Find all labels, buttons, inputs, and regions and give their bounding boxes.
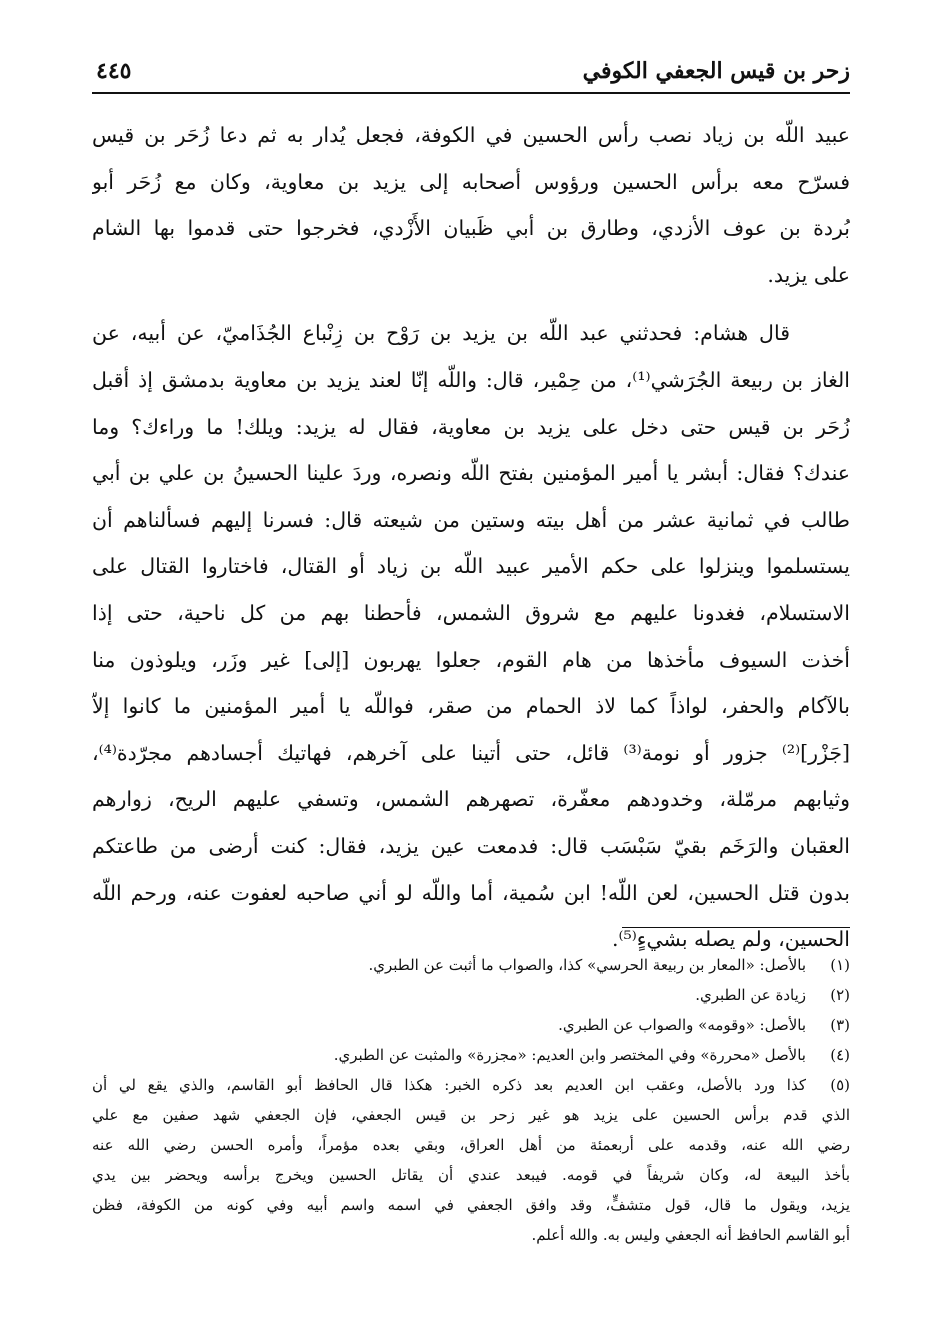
- text-line: أخذت السيوف مأخذها من هام القوم، جعلوا يهربون [إلى] غير وزَر، ويلوذون منا: [92, 647, 850, 672]
- text-line: فسرّح معه برأس الحسين ورؤوس أصحابه إلى يزيد بن معاوية، وكان مع زُحَر أبو: [92, 169, 850, 194]
- text-line: على يزيد.: [767, 262, 850, 287]
- text-line: عندك؟ فقال: أبشر يا أمير المؤمنين بفتح اللّه ونصره، وردَ علينا الحسينُ بن علي بن أبي: [92, 461, 850, 486]
- footnote-text: بالأصل «محررة» وفي المختصر وابن العديم: «مجزرة» والمثبت عن الطبري.: [333, 1046, 806, 1064]
- text-line: الغاز بن ربيعة الجُرَشي⁽¹⁾، من حِمْير، قال: واللّه إنّا لعند يزيد بن معاوية بدمشق إذ أقبل: [92, 367, 850, 392]
- text-line: [جَزْر]⁽²⁾ جزور أو نومة⁽³⁾ قائل، حتى أتينا على آخرهم، فهاتيك أجسادهم مجرّدة⁽⁴⁾،: [92, 740, 850, 765]
- text-line: الحسين، ولم يصله بشيءٍ⁽⁵⁾.: [611, 927, 850, 952]
- text-line: قال هشام: فحدثني عبد اللّه بن يزيد بن رَوْح بن زِنْباع الجُذَاميّ، عن أبيه، عن: [92, 321, 790, 346]
- footnote-number: (٢): [830, 986, 850, 1004]
- footnote-separator: [622, 927, 850, 928]
- header-rule: [92, 92, 850, 94]
- text-line: العقبان والرَخَم بقيّ سَبْسَب قال: فدمعت عين يزيد، فقال: كنت أرضى من طاعتكم: [92, 833, 850, 858]
- footnote-text: بالأصل: «المعار بن ربيعة الحرسي» كذا، والصواب ما أثبت عن الطبري.: [368, 956, 806, 974]
- text-line: زُحَر بن قيس حتى دخل على يزيد بن معاوية، فقال له يزيد: ويلك! ما وراءك؟ وما: [92, 414, 850, 439]
- text-line: يستسلموا وينزلوا على حكم الأمير عبيد اللّه بن زياد أو القتال، فاختاروا القتال على: [92, 554, 850, 579]
- footnote-text-line: أبو القاسم الحافظ أنه الجعفي وليس به. والله أعلم.: [531, 1226, 850, 1244]
- footnote-5: [92, 1070, 850, 1100]
- text-line: الاستسلام، فغدونا عليهم مع شروق الشمس، فأحطنا بهم من كل ناحية، حتى إذا: [92, 600, 850, 625]
- footnote-text: زيادة عن الطبري.: [695, 986, 806, 1004]
- footnote-text: بالأصل: «وقومه» والصواب عن الطبري.: [558, 1016, 806, 1034]
- main-text: [92, 112, 850, 963]
- text-line: بُردة بن عوف الأزدي، وطارق بن أبي ظَبيان الأَزْدي، فخرجوا حتى قدموا بها الشام: [92, 216, 850, 241]
- text-line: وثيابهم مرمّلة، وخدودهم معفّرة، تصهرهم الشمس، وتسفي عليهم الريح، زوارهم: [92, 787, 850, 812]
- footnote-1: [92, 950, 850, 980]
- text-line: بدون قتل الحسين، لعن اللّه! ابن سُمية، أما واللّه لو أني صاحبه لعفوت عنه، ورحم اللّه: [92, 880, 850, 905]
- running-title: زحر بن قيس الجعفي الكوفي: [582, 58, 850, 84]
- page-header: [92, 52, 850, 92]
- footnote-2: [92, 980, 850, 1010]
- footnote-number: (٤): [830, 1046, 850, 1064]
- text-line: بالآكام والحفر، لواذاً كما لاذ الحمام من صقر، فواللّه يا أمير المؤمنين ما كانوا إلاّ: [92, 694, 850, 719]
- footnote-number: (١): [830, 956, 850, 974]
- footnote-number: (٣): [830, 1016, 850, 1034]
- footnote-text-line: رضي الله عنه، وقدمه على أربعمئة من أهل العراق، وبقي بعده مؤمراً، وأمره الحسن رضي الله عنه: [92, 1136, 850, 1154]
- footnote-number: (٥): [830, 1076, 850, 1094]
- page-number: ٤٤٥: [96, 58, 132, 84]
- footnote-text-line: يزيد، ويقول ما قال، قول متشفٍّ، وقد وافق الجعفي في اسمه واسم أبيه وفي كونه من الكوفة، فظن: [92, 1196, 850, 1214]
- footnote-text: كذا ورد بالأصل، وعقب ابن العديم بعد ذكره الخبر: هكذا قال الحافظ أبو القاسم، والذي يقع لي أن: [92, 1076, 806, 1094]
- footnote-3: [92, 1010, 850, 1040]
- footnote-4: [92, 1040, 850, 1070]
- footnotes: [92, 950, 850, 1250]
- text-line: طالب في ثمانية عشر من أهل بيته وستين من شيعته قال: فسرنا إليهم فسألناهم أن: [92, 507, 850, 532]
- footnote-text-line: بأخذ البيعة له، وكان شريفاً في قومه. فيبعد عندي أن يقاتل الحسين ويخرج برأسه ويحضر بين يدي: [92, 1166, 850, 1184]
- text-line: عبيد اللّه بن زياد نصب رأس الحسين في الكوفة، فجعل يُدار به ثم دعا زُحَر بن قيس: [92, 123, 850, 147]
- footnote-text-line: الذي قدم برأس الحسين على يزيد هو غير زحر بن قيس الجعفي، فإن الجعفي شهد صفين مع علي: [92, 1106, 850, 1124]
